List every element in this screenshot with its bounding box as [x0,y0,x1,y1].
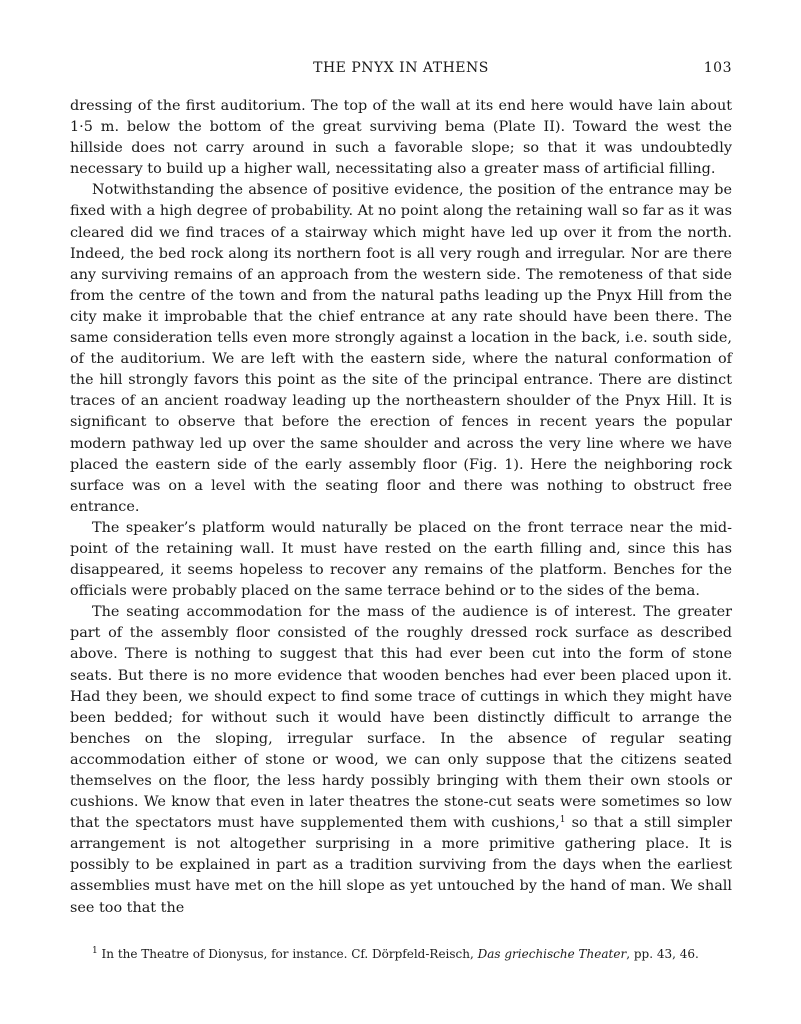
page [70,60,732,919]
footnote-text-after: , pp. 43, 46. [626,947,699,961]
running-title: THE PNYX IN ATHENS [313,60,489,76]
running-head [70,60,732,82]
footnote-cited-title: Das griechische Theater [477,947,627,961]
footnote-marker: 1 [92,946,98,956]
paragraph-1: dressing of the first auditorium. The top of the wall at its end here would have lain about 1·5 m. below the bottom of the great surviving bema (Plate II). Toward the west the hillside does not carry around in such a favorable slope; so that it was undoubtedly necessary to build up a higher wall, necessitating also a greater mass of artificial filling. [70,98,732,178]
paragraph-4 [70,602,732,918]
body-text [70,96,732,919]
page-number: 103 [703,60,732,76]
footnote [70,946,732,962]
footnote-reference: 1 [559,815,566,826]
paragraph-3: The speaker’s platform would naturally be placed on the front terrace near the mid-point of the retaining wall. It must have rested on the earth filling and, since this has disappeared, it seems hopeless to recover any remains of the platform. Benches for the officials were probably placed on the same terrace behind or to the sides of the bema. [70,519,732,600]
paragraph-4-text-before-note: The seating accommodation for the mass of the audience is of interest. The greater part of the assembly floor consisted of the roughly dressed rock surface as described above. There is nothing to suggest that this had ever been cut into the form of stone seats. But there is no more evidence that wooden benches had ever been placed upon it. Had they been, we should expect to find some trace of cuttings in which they might have been bedded; for without such it would have been distinctly difficult to arrange the benches on the sloping, irregular surface. In the absence of regular seating accommodation either of stone or wood, we can only suppose that the citizens seated themselves on the floor, the less hardy possibly bringing with them their own stools or cushions. We know that even in later theatres the stone-cut seats were sometimes so low that the spectators must have supplemented them with cushions, [70,604,732,832]
paragraph-2: Notwithstanding the absence of positive evidence, the position of the entrance may be fixed with a high degree of probability. At no point along the retaining wall so far as it was cleared did we find traces of a stairway which might have led up over it from the north. Indeed, the bed rock along its northern foot is all very rough and irregular. Nor are there any surviving remains of an approach from the western side. The remoteness of that side from the centre of the town and from the natural paths leading up the Pnyx Hill from the city make it improbable that the chief entrance at any rate should have been there. The same consideration tells even more strongly against a location in the back, i.e. south side, of the auditorium. We are left with the eastern side, where the natural conformation of the hill strongly favors this point as the site of the principal entrance. There are distinct traces of an ancient roadway leading up the northeastern shoulder of the Pnyx Hill. It is significant to observe that before the erection of fences in recent years the popular modern pathway led up over the same shoulder and across the very line where we have placed the eastern side of the early assembly floor (Fig. 1). Here the neighboring rock surface was on a level with the seating floor and there was nothing to obstruct free entrance. [70,182,732,515]
footnote-text-before: In the Theatre of Dionysus, for instance. Cf. Dörpfeld-Reisch, [97,947,478,961]
paragraph-4-text-after-note: so that a still simpler arrangement is not altogether surprising in a more primitive gathering place. It is possibly to be explained in part as a tradition surviving from the days when the earliest assemblies must have met on the hill slope as yet untouched by the hand of man. We shall see too that the [70,815,733,916]
